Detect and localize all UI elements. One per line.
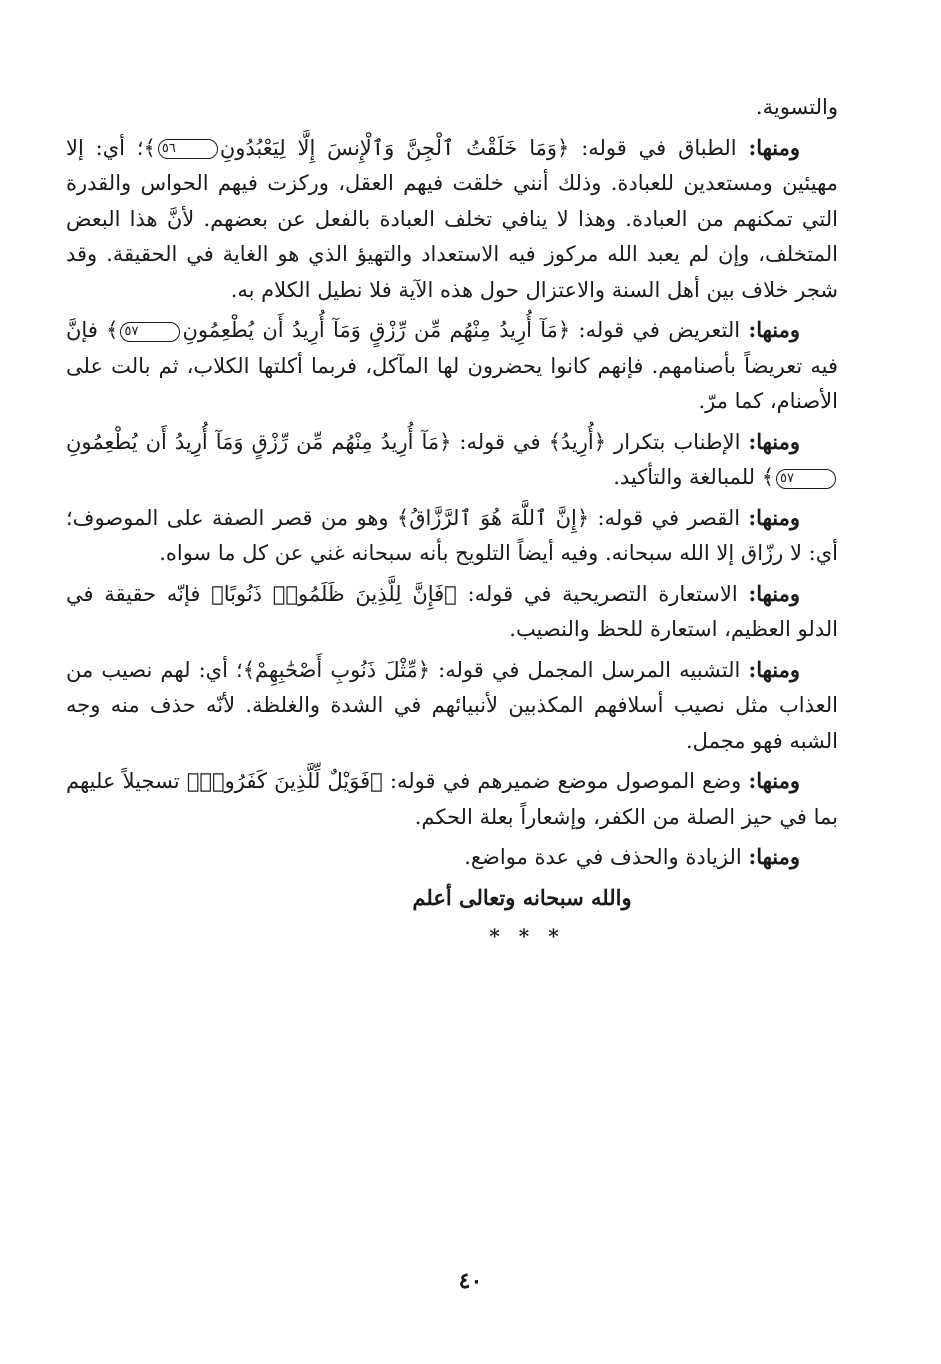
quran-verse: ﴿أُرِيدُ﴾ في قوله: ﴿مَآ أُرِيدُ مِنْهُم مِّن رِّزْقٍ وَمَآ أُرِيدُ أَن يُطْعِمُونِ	[66, 429, 607, 454]
paragraph-tibaq	[66, 130, 838, 309]
paragraph-qasr	[66, 500, 838, 572]
paragraph-text: الطباق في قوله:	[569, 135, 749, 160]
paragraph-text: الإطناب بتكرار	[606, 429, 749, 454]
quran-verse: ﴿وَمَا خَلَقْتُ ٱلْجِنَّ وَٱلْإِنسَ إِلَّا لِيَعْبُدُونِ	[219, 135, 570, 160]
quran-verse: ﴿فَإِنَّ لِلَّذِينَ ظَلَمُوا۟ ذَنُوبًا﴾	[211, 581, 457, 606]
paragraph-lead: ومنها:	[748, 428, 801, 454]
ayah-number-badge: ٥٧	[120, 322, 180, 342]
ayah-number-badge: ٥٦	[158, 139, 218, 159]
paragraph-text: التعريض في قوله:	[570, 318, 749, 342]
paragraph-itnab	[66, 424, 838, 496]
quran-verse: ﴿فَوَيْلٌ لِّلَّذِينَ كَفَرُوا۟﴾	[186, 769, 383, 793]
paragraph-lead: ومنها:	[748, 580, 800, 606]
paragraph-tashbih	[66, 652, 838, 760]
quran-verse: ﴿إِنَّ ٱللَّهَ هُوَ ٱلرَّزَّاقُ﴾	[396, 505, 590, 530]
paragraph-lead: ومنها:	[748, 844, 800, 869]
paragraph-text: الزيادة والحذف في عدة مواضع.	[464, 845, 749, 869]
paragraph-mawsul	[66, 763, 838, 835]
paragraph-lead: ومنها:	[748, 134, 800, 160]
paragraph-intro	[66, 90, 838, 126]
paragraph-text: ؛ أي: لهم نصيب من العذاب مثل نصيب أسلافهم المكذبين لأنبيائهم في الشدة والغلظة. لأنّه حذف منه وجه الشبه فهو مجمل.	[66, 657, 838, 753]
paragraph-text: ﴾ فإنَّ فيه تعريضاً بأصنامهم. فإنهم كانوا يحضرون لها المآكل، فربما أكلتها الكلاب، ثم بالت على الأصنام، كما مرّ.	[66, 318, 838, 413]
paragraph-text: والتسوية.	[755, 95, 838, 119]
paragraph-text: وهو من قصر الصفة على الموصوف؛ أي: لا رزّاق إلا الله سبحانه. وفيه أيضاً التلويح بأنه سبحانه غني عن كل ما سواه.	[66, 505, 838, 565]
paragraph-tarid	[66, 312, 838, 420]
paragraph-istiara	[66, 576, 838, 648]
page-body	[66, 90, 838, 959]
paragraph-lead: ومنها:	[748, 768, 801, 793]
paragraph-text: وضع الموصول موضع ضميرهم في قوله:	[382, 769, 749, 793]
paragraph-text: فإنّه حقيقة في الدلو العظيم، استعارة للحظ والنصيب.	[66, 581, 838, 641]
paragraph-text: تسجيلاً عليهم بما في حيز الصلة من الكفر، وإشعاراً بعلة الحكم.	[66, 769, 838, 829]
paragraph-text: ﴾؛ أي: إلا مهيئين ومستعدين للعبادة. وذلك أنني خلقت فيهم العقل، وركزت فيهم الحواس والقدرة التي تمكنهم من العبادة. وهذا لا ينافي تخلف العبادة بالفعل عن بعضهم. لأنَّ هذا البعض المتخلف، وإن لم يعبد الله مركوز فيه الاستعداد والتهيؤ الذي هو الغاية في الحقيقة. وقد شجر خلاف بين أهل السنة والاعتزال حول هذه الآية فلا نطيل الكلام به.	[66, 135, 838, 302]
ayah-number-badge: ٥٧	[776, 469, 836, 489]
quran-verse: ﴿مَآ أُرِيدُ مِنْهُم مِّن رِّزْقٍ وَمَآ أُرِيدُ أَن يُطْعِمُونِ	[182, 318, 571, 342]
paragraph-lead: ومنها:	[748, 317, 800, 342]
closing-phrase: والله سبحانه وتعالى أعلم	[412, 884, 632, 910]
paragraph-ziyada	[66, 839, 838, 876]
paragraph-text: الاستعارة التصريحية في قوله:	[456, 581, 749, 606]
page-number: ٤٠	[458, 1268, 483, 1294]
paragraph-lead: ومنها:	[748, 656, 800, 682]
paragraph-text: التشبيه المرسل المجمل في قوله:	[430, 657, 749, 682]
section-separator: * * *	[489, 924, 565, 948]
quran-verse: ﴿مِّثْلَ ذَنُوبِ أَصْحَٰبِهِمْ﴾	[242, 657, 431, 682]
paragraph-text: القصر في قوله:	[589, 505, 749, 530]
paragraph-text: ﴾ للمبالغة والتأكيد.	[613, 465, 775, 489]
paragraph-lead: ومنها:	[748, 504, 800, 530]
